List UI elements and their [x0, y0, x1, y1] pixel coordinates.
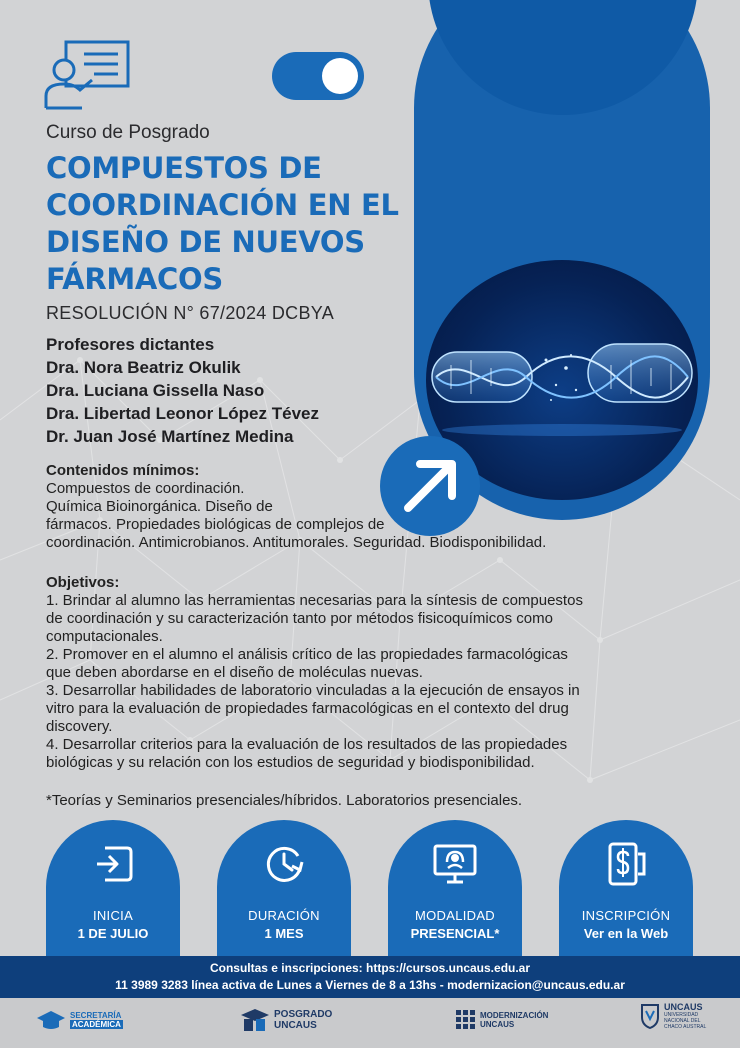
- objective-line: computacionales.: [46, 628, 163, 645]
- logo-text: ACADÉMICA: [72, 1020, 121, 1029]
- contents-section: [46, 462, 546, 552]
- objective-line: de coordinación y su caracterización tanto por métodos fisicoquímicos como: [46, 610, 553, 627]
- clock-icon: [262, 842, 306, 886]
- card-label: INSCRIPCIÓN: [581, 908, 671, 923]
- card-label: DURACIÓN: [248, 908, 320, 923]
- resolution-number: RESOLUCIÓN N° 67/2024 DCBYA: [46, 303, 335, 323]
- card-value: 1 MES: [264, 926, 304, 941]
- logo-posgrado-uncaus: [240, 1006, 332, 1034]
- logo-text: MODERNIZACIÓN: [480, 1011, 549, 1020]
- modality-note: *Teorías y Seminarios presenciales/híbridos. Laboratorios presenciales.: [46, 792, 523, 809]
- card-label: INICIA: [92, 908, 134, 923]
- logo-text: UNIVERSIDAD: [664, 1011, 699, 1018]
- grid-mark-icon: [456, 1010, 476, 1030]
- card-modality: [388, 820, 522, 960]
- logo-text: UNCAUS: [664, 1001, 703, 1012]
- objectives-section: [46, 574, 686, 772]
- professor-name: Dr. Juan José Martínez Medina: [46, 427, 294, 446]
- toggle-knob: [322, 58, 358, 94]
- card-value: 1 DE JULIO: [77, 926, 149, 941]
- professor-name: Dra. Nora Beatriz Okulik: [46, 358, 241, 377]
- card-value: PRESENCIAL*: [410, 926, 500, 941]
- title-line: FÁRMACOS: [46, 262, 223, 296]
- objective-line: 2. Promover en el alumno el análisis crítico de las propiedades farmacológicas: [46, 646, 568, 663]
- logo-text: UNCAUS: [480, 1020, 515, 1029]
- graduation-cap-icon: [36, 1009, 66, 1031]
- footer-contact-line: Consultas e inscripciones: https://cursos.uncaus.edu.ar: [209, 961, 531, 975]
- logo-text: POSGRADO: [274, 1009, 333, 1020]
- contents-line: Compuestos de coordinación.: [46, 480, 245, 497]
- card-registration: [559, 820, 693, 960]
- logo-text: UNCAUS: [274, 1020, 317, 1031]
- page-title: [46, 150, 416, 298]
- professors-list: [46, 333, 319, 448]
- uncaus-shield-icon: [640, 1003, 660, 1029]
- presentation-icon: [44, 40, 132, 110]
- footer-contact-line: 11 3989 3283 línea activa de Lunes a Viernes de 8 a 13hs - modernizacion@uncaus.edu.ar: [115, 978, 625, 992]
- objective-line: biológicas y su relación con los estudios de seguridad y biodisponibilidad.: [46, 754, 535, 771]
- toggle-switch: [272, 52, 364, 100]
- professor-name: Dra. Luciana Gissella Naso: [46, 381, 265, 400]
- footer-logos: [0, 998, 740, 1048]
- posgrado-mark-icon: [240, 1008, 270, 1032]
- contents-line: fármacos. Propiedades biológicas de complejos de: [46, 516, 385, 533]
- title-line: DISEÑO DE NUEVOS: [46, 225, 365, 259]
- objective-line: 3. Desarrollar habilidades de laboratorio vinculadas a la ejecución de ensayos in: [46, 682, 580, 699]
- title-line: COORDINACIÓN EN EL: [46, 188, 399, 222]
- objective-line: vitro para la evaluación de propiedades farmacológicas en el contexto del drug: [46, 700, 569, 717]
- logo-secretaria-academica: [36, 1006, 123, 1034]
- objective-line: 4. Desarrollar criterios para la evaluación de los resultados de las propiedades: [46, 736, 568, 753]
- objective-line: que deben abordarse en el diseño de moléculas nuevas.: [46, 664, 423, 681]
- monitor-headset-icon: [433, 842, 477, 886]
- footer-contact: [0, 956, 740, 998]
- card-label: MODALIDAD: [415, 908, 495, 923]
- enter-icon: [91, 842, 135, 886]
- contents-heading: Contenidos mínimos:: [46, 462, 200, 479]
- card-duration: [217, 820, 351, 960]
- contents-line: coordinación. Antimicrobianos. Antitumorales. Seguridad. Biodisponibilidad.: [46, 534, 547, 551]
- logo-text: NACIONAL DEL: [664, 1017, 701, 1024]
- contents-line: Química Bioinorgánica. Diseño de: [46, 498, 273, 515]
- card-start-date: [46, 820, 180, 960]
- course-type: Curso de Posgrado: [46, 122, 210, 143]
- logo-uncaus: [640, 1002, 706, 1030]
- title-line: COMPUESTOS DE: [46, 151, 322, 185]
- card-value: Ver en la Web: [583, 926, 669, 941]
- objectives-heading: Objetivos:: [46, 574, 120, 591]
- objective-line: discovery.: [46, 718, 113, 735]
- professor-name: Dra. Libertad Leonor López Tévez: [46, 404, 319, 423]
- logo-modernizacion-uncaus: [456, 1006, 548, 1034]
- logo-text: CHACO AUSTRAL: [664, 1023, 707, 1030]
- objective-line: 1. Brindar al alumno las herramientas necesarias para la síntesis de compuestos: [46, 592, 583, 609]
- payment-icon: [604, 842, 648, 886]
- logo-text: SECRETARÍA: [70, 1011, 122, 1020]
- professors-heading: Profesores dictantes: [46, 335, 215, 354]
